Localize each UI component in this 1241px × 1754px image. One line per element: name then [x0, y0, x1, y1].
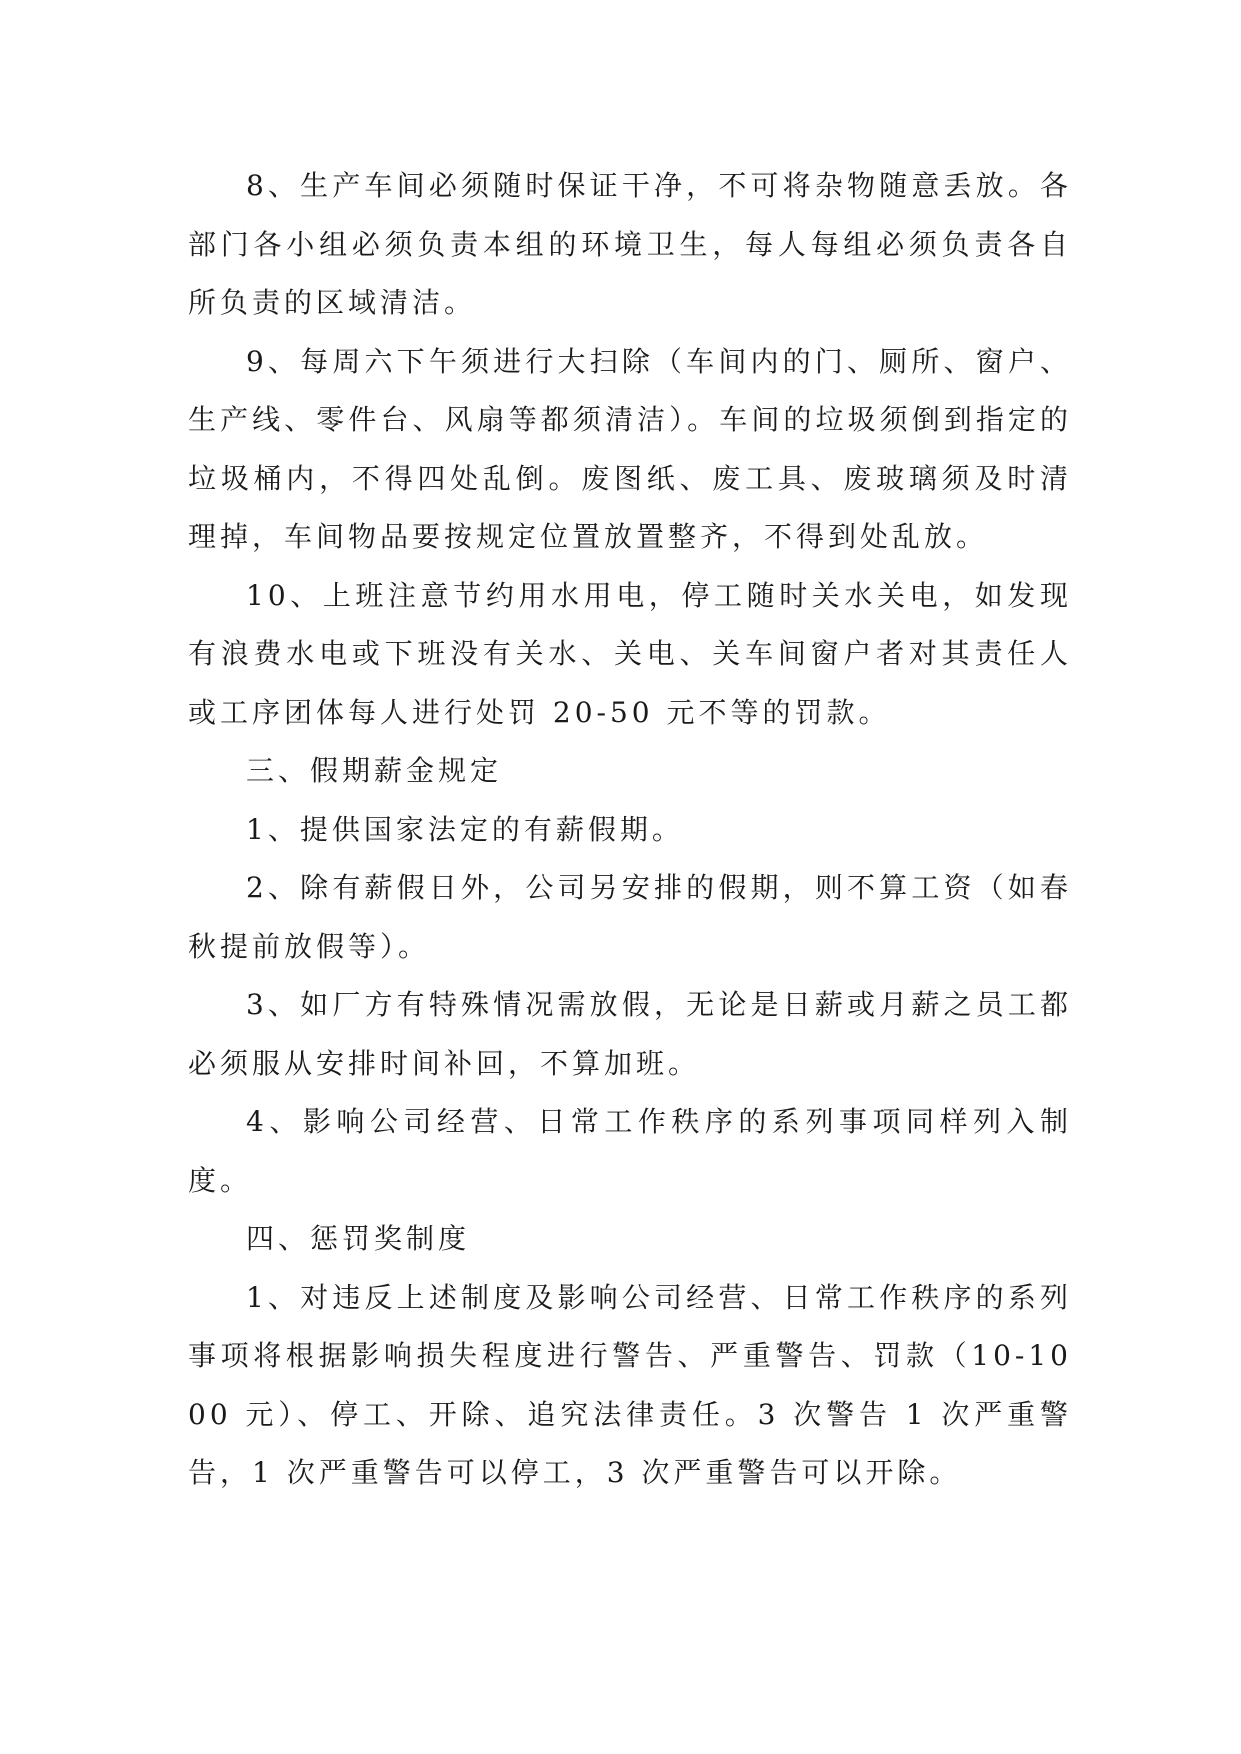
- section-heading-holiday-pay: 三、假期薪金规定: [246, 754, 503, 787]
- paragraph-rule-10: 10、上班注意节约用水用电，停工随时关水关电，如发现有浪费水电或下班没有关水、关电、关车间窗户者对其责任人或工序团体每人进行处罚 20-50 元不等的罚款。: [188, 578, 1072, 729]
- paragraph-holiday-3: 3、如厂方有特殊情况需放假，无论是日薪或月薪之员工都必须服从安排时间补回，不算加班。: [188, 988, 1072, 1080]
- paragraph-penalty-1: 1、对违反上述制度及影响公司经营、日常工作秩序的系列事项将根据影响损失程度进行警告、严重警告、罚款（10-1000 元）、停工、开除、追究法律责任。3 次警告 1 次严重警告，1 次严重警告可以停工，3 次严重警告可以开除。: [188, 1280, 1072, 1489]
- paragraph-holiday-1: 1、提供国家法定的有薪假期。: [246, 812, 684, 846]
- paragraph-rule-9: 9、每周六下午须进行大扫除（车间内的门、厕所、窗户、生产线、零件台、风扇等都须清洁）。车间的垃圾须倒到指定的垃圾桶内，不得四处乱倒。废图纸、废工具、废玻璃须及时清理掉，车间物品要按规定位置放置整齐，不得到处乱放。: [188, 344, 1072, 553]
- paragraph-rule-8: 8、生产车间必须随时保证干净，不可将杂物随意丢放。各部门各小组必须负责本组的环境卫生，每人每组必须负责各自所负责的区域清洁。: [188, 169, 1072, 319]
- document-body: [188, 157, 1072, 1503]
- paragraph-holiday-2: 2、除有薪假日外，公司另安排的假期，则不算工资（如春秋提前放假等）。: [188, 871, 1072, 963]
- section-heading-penalty: 四、惩罚奖制度: [246, 1222, 471, 1255]
- paragraph-holiday-4: 4、影响公司经营、日常工作秩序的系列事项同样列入制度。: [188, 1105, 1072, 1197]
